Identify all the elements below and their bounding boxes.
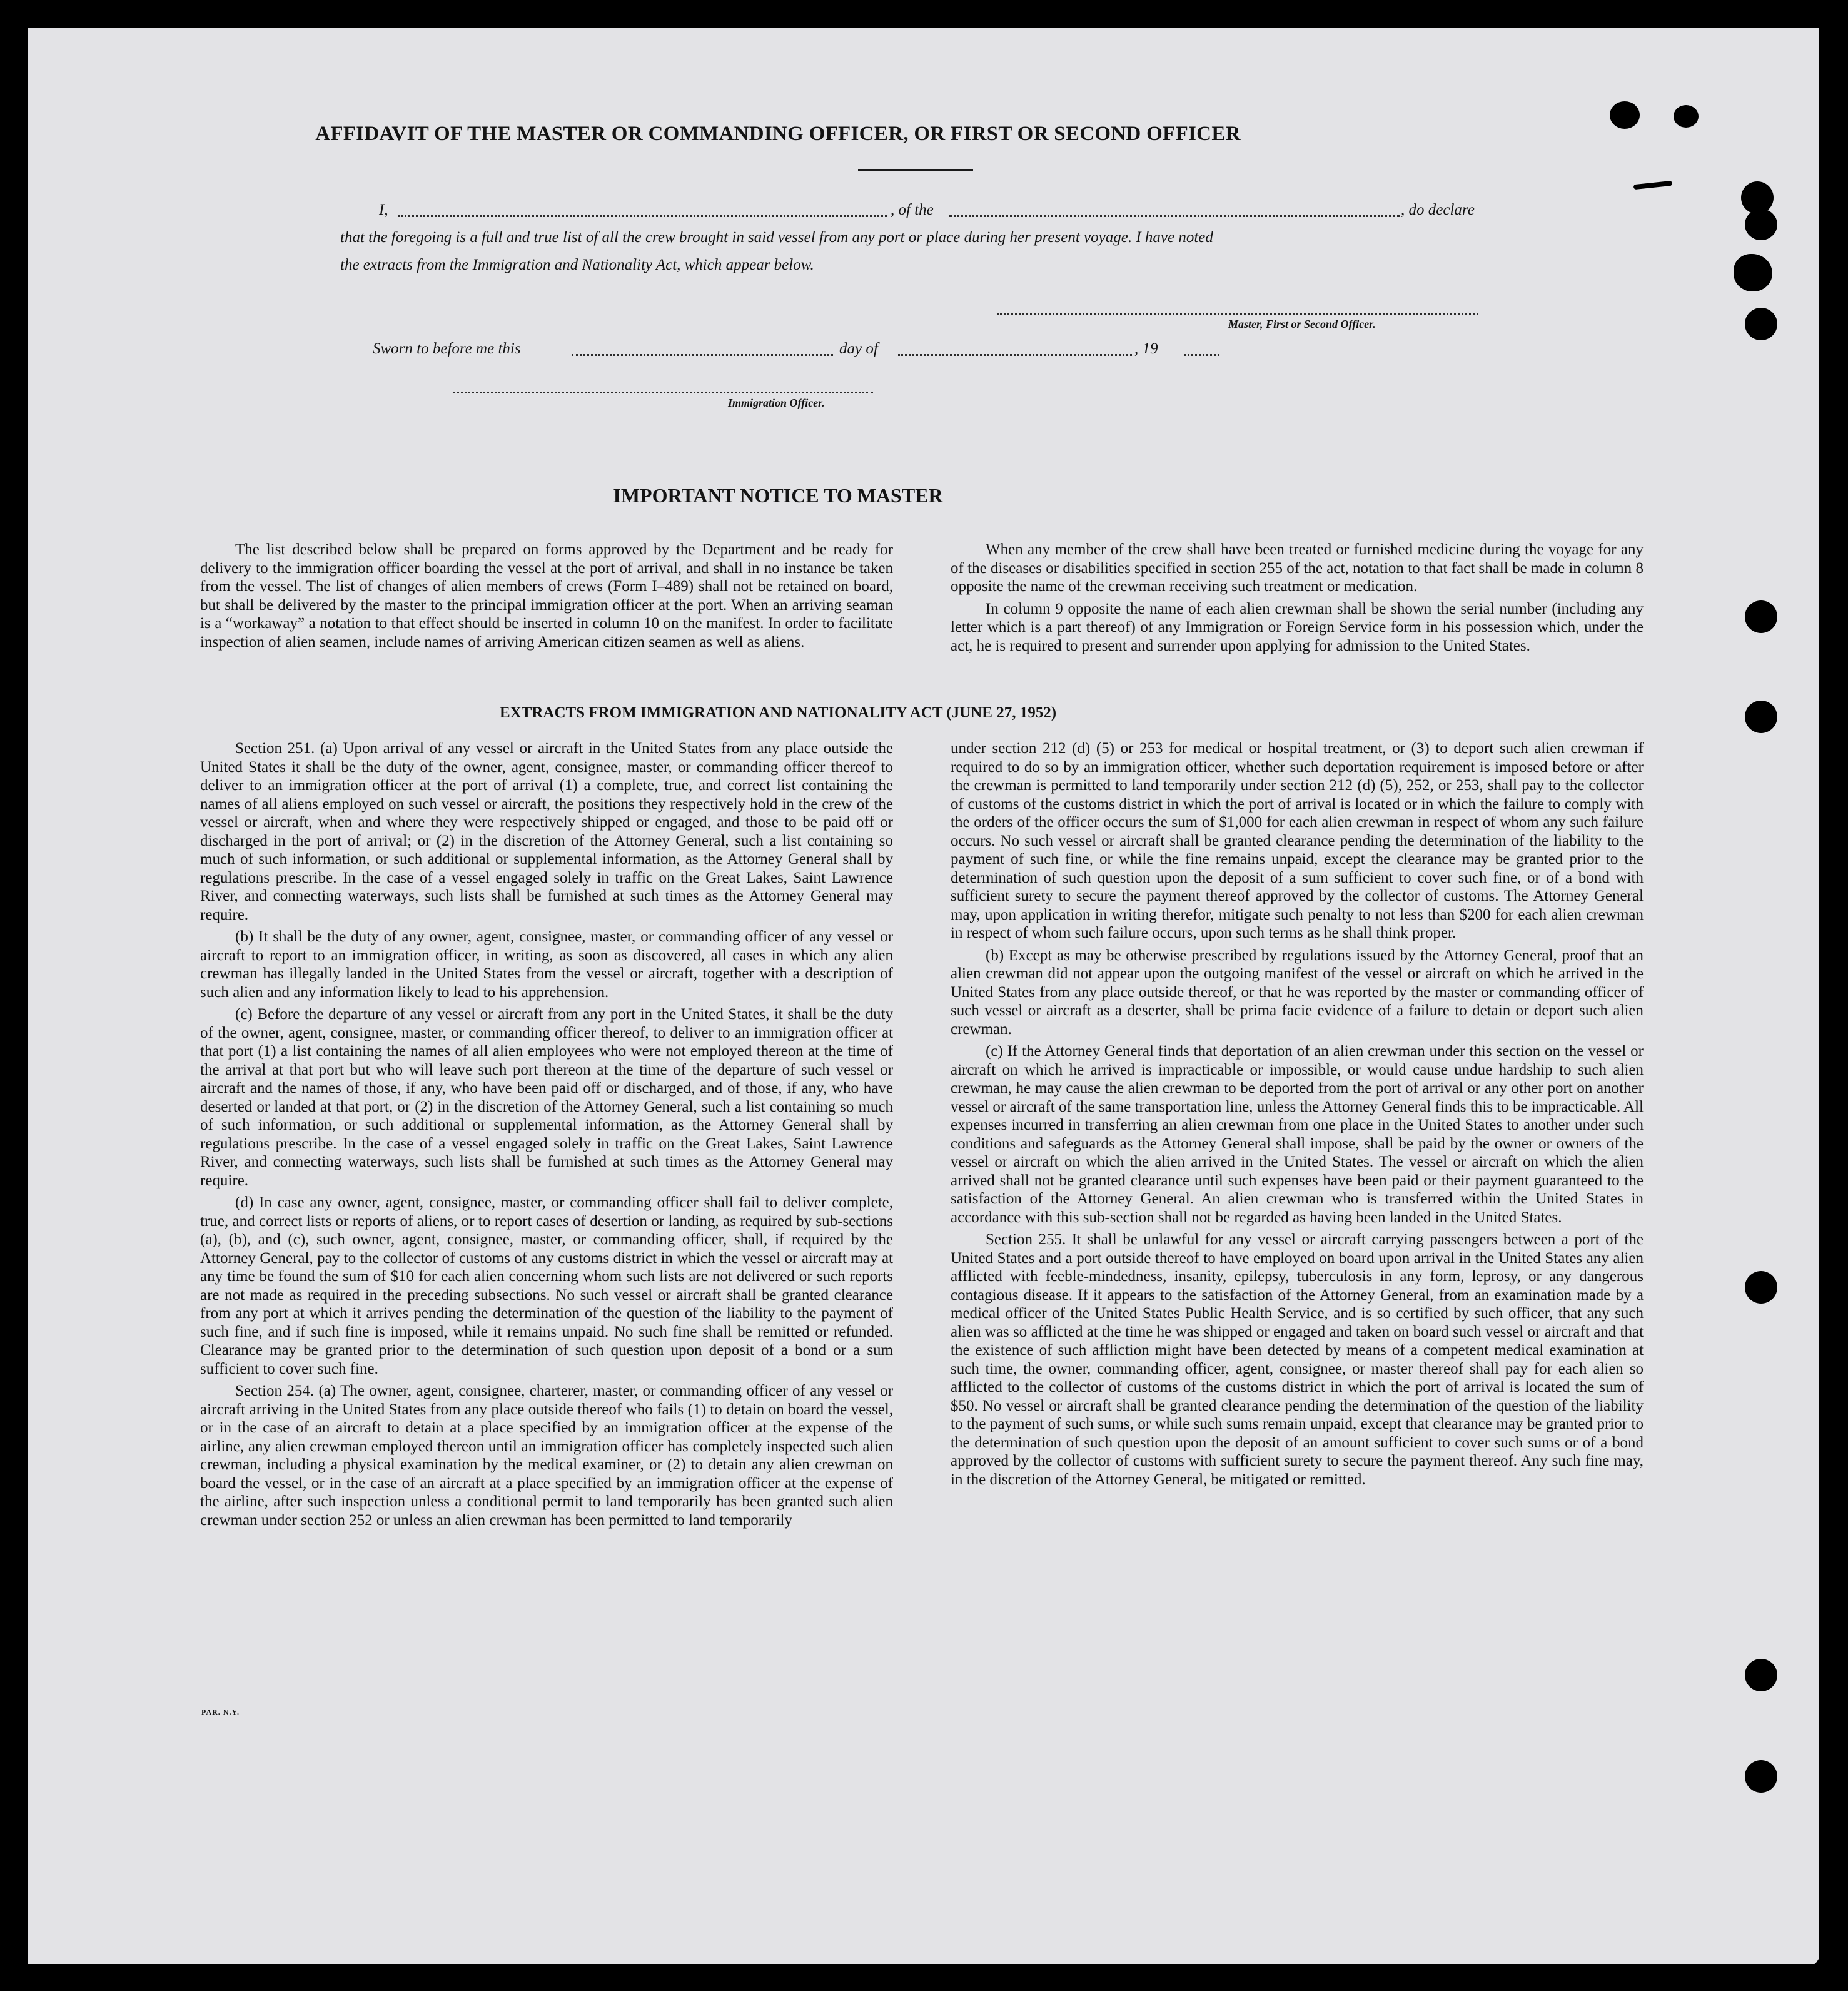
section-254-a-continued: under section 212 (d) (5) or 253 for medical or hospital treatment, or (3) to deport such alien crewman if required to do so by an immigration officer, whether such deportation requirement is imposed before or after the crewman is permitted to land temporarily under section 212 (d) (5), 252, or 253, shall pay to the collector of customs of the customs district in which the port of arrival is located or in which the failure to comply with the orders of the officer occurs the sum of $1,000 for each alien crewman in respect of whom any such failure occurs. No such vessel or aircraft shall be granted clearance pending the determination of the liability to the payment of such fine, or while the fine remains unpaid, except the clearance may be granted prior to the determination of such question upon the deposit of a sum sufficient to cover such fine, or of a bond with sufficient surety to secure the payment thereof approved by the collector of customs. The Attorney General may, upon application in writing therefor, mitigate such penalty to not less than $200 for each alien crewman in respect of whom such failure occurs, upon such terms as he shall think proper. bbox=[951, 740, 1644, 941]
year-label: , 19 bbox=[1134, 340, 1158, 357]
binding-mark bbox=[1633, 181, 1672, 190]
punch-hole bbox=[1745, 600, 1777, 633]
extracts-title: EXTRACTS FROM IMMIGRATION AND NATIONALITY ACT (JUNE 27, 1952) bbox=[499, 704, 1057, 721]
officer-signature-field[interactable] bbox=[453, 392, 873, 393]
notice-paragraph-left: The list described below shall be prepared on forms approved by the Department and be ready for delivery to the immigration officer boarding the vessel at the port of arrival, and shall in no instance be taken from the vessel. The list of changes of alien members of crews (Form I–489) shall not be retained on board, but shall be delivered by the master to the principal immigration officer at the port. When an arriving seaman is a “workaway” a notation to that effect should be inserted in column 10 on the manifest. In order to facilitate inspection of alien seamen, include names of arriving American citizen seamen as well as aliens. bbox=[200, 541, 893, 651]
punch-hole bbox=[1734, 254, 1772, 291]
i-label: I, bbox=[379, 201, 388, 218]
notice-left-column bbox=[200, 540, 893, 655]
punch-hole bbox=[1745, 1659, 1777, 1691]
sworn-day-field[interactable] bbox=[572, 354, 833, 356]
title-underline bbox=[858, 169, 973, 171]
punch-hole bbox=[1745, 1760, 1777, 1793]
master-signature-field[interactable] bbox=[997, 313, 1478, 315]
master-signature-caption: Master, First or Second Officer. bbox=[1228, 318, 1376, 330]
sworn-month-field[interactable] bbox=[898, 354, 1132, 356]
section-254-a: Section 254. (a) The owner, agent, consignee, charterer, master, or commanding officer of any vessel or aircraft arriving in the United States from any place outside thereof who fails (1) to detain on board the vessel, or in the case of an aircraft to detain at a place specified by an immigration officer at the expense of the airline, any alien crewman employed thereon until an immigration officer has completely inspected such alien crewman, including a physical examination by the medical examiner, or (2) to detain any alien crewman on board the vessel, or in the case of an aircraft at a place specified by an immigration officer at the expense of the airline, after such inspection unless a conditional permit to land temporarily has been granted such alien crewman under section 252 or unless an alien crewman has been permitted to land temporarily bbox=[200, 1382, 893, 1529]
name-field[interactable] bbox=[398, 215, 887, 217]
vessel-field[interactable] bbox=[949, 215, 1400, 217]
extracts-right-column bbox=[951, 739, 1644, 1492]
section-255: Section 255. It shall be unlawful for any vessel or aircraft carrying passengers between a port of the United States and a port outside thereof to have employed on board upon arrival in the United States any alien afflicted with feeble-mindedness, insanity, epilepsy, tuberculosis in any form, leprosy, or any dangerous contagious disease. If it appears to the satisfaction of the Attorney General, from an examination made by a medical officer of the United States Public Health Service, and is so certified by such officer, that any such alien was so afflicted at the time he was shipped or engaged and taken on board such vessel or aircraft and that the existence of such affliction might have been detected by means of a competent medical examination at such time, the owner, commanding officer, agent, consignee, or master thereof shall pay for each alien so afflicted to the collector of customs of the customs district in which the port of arrival is located the sum of $50. No vessel or aircraft shall be granted clearance pending the determination of the question of the liability to the payment of such sums, or while such sums remain unpaid, except that clearance may be granted prior to the determination of such question upon the deposit of an amount sufficient to cover such sums or of a bond approved by the collector of customs with sufficient surety to secure the payment thereof. Any such fine may, in the discretion of the Attorney General, be mitigated or remitted. bbox=[951, 1231, 1644, 1488]
section-251-b: (b) It shall be the duty of any owner, agent, consignee, master, or commanding officer of any vessel or aircraft to report to an immigration officer, in writing, as soon as discovered, all cases in which any alien crewman has illegally landed in the United States from the vessel or aircraft, together with a description of such alien and any information likely to lead to his apprehension. bbox=[200, 928, 893, 1001]
torn-corner bbox=[1729, 1898, 1819, 1964]
of-the-label: , of the bbox=[891, 201, 934, 218]
do-declare-label: , do declare bbox=[1401, 201, 1475, 218]
section-254-b: (b) Except as may be otherwise prescribed by regulations issued by the Attorney General, proof that an alien crewman did not appear upon the outgoing manifest of the vessel or aircraft on which he arrived in the United States from any place outside thereof, or that he was reported by the master or commanding officer of such vessel or aircraft as a deserter, shall be prima facie evidence of a failure to detain or deport such alien crewman. bbox=[951, 946, 1644, 1038]
punch-hole bbox=[1610, 101, 1640, 129]
punch-hole bbox=[1674, 105, 1699, 128]
notice-title: IMPORTANT NOTICE TO MASTER bbox=[613, 484, 943, 507]
punch-hole bbox=[1745, 1271, 1777, 1304]
section-251-c: (c) Before the departure of any vessel or aircraft from any port in the United States, it shall be the duty of the owner, agent, consignee, master, or commanding officer thereof, to deliver to an immigration officer at that port (1) a list containing the names of all alien employees who were not employed thereon at the time of the arrival at that port but who will leave such port thereon at the time of the departure of such vessel or aircraft and the names of those, if any, who have been paid off or discharged, and of those, if any, who have deserted or landed at that port, or (2) in the discretion of the Attorney General, such a list containing so much of such information, or such additional or supplemental information, as the Attorney General shall by regulations prescribe. In the case of a vessel engaged solely in traffic on the Great Lakes, Saint Lawrence River, and connecting waterways, such lists shall be furnished at such times as the Attorney General may require. bbox=[200, 1006, 893, 1189]
notice-paragraph-right-1: When any member of the crew shall have been treated or furnished medicine during the voyage for any of the diseases or disabilities specified in section 255 of the act, notation to that fact shall be made in column 8 opposite the name of the crewman receiving such treatment or medication. bbox=[951, 541, 1644, 595]
punch-hole bbox=[1745, 701, 1777, 733]
notice-right-column bbox=[951, 540, 1644, 659]
officer-signature-caption: Immigration Officer. bbox=[728, 397, 825, 409]
day-of-label: day of bbox=[839, 340, 878, 357]
extracts-left-column bbox=[200, 739, 893, 1533]
printer-mark: PAR. N.Y. bbox=[201, 1708, 240, 1716]
declaration-line-1: that the foregoing is a full and true list of all the crew brought in said vessel from any port or place during her present voyage. I have noted bbox=[340, 229, 1213, 246]
notice-paragraph-right-2: In column 9 opposite the name of each alien crewman shall be shown the serial number (including any letter which is a part thereof) of any Immigration or Foreign Service form in his possession which, under the act, he is required to present and surrender upon applying for admission to the United States. bbox=[951, 600, 1644, 654]
affidavit-title: AFFIDAVIT OF THE MASTER OR COMMANDING OFFICER, OR FIRST OR SECOND OFFICER bbox=[315, 123, 1241, 145]
punch-hole bbox=[1745, 308, 1777, 340]
punch-hole bbox=[1745, 209, 1777, 240]
sworn-year-field[interactable] bbox=[1184, 354, 1219, 356]
sworn-label: Sworn to before me this bbox=[373, 340, 521, 357]
form-page bbox=[28, 28, 1819, 1964]
declaration-line-2: the extracts from the Immigration and Nationality Act, which appear below. bbox=[340, 256, 814, 273]
section-251-d: (d) In case any owner, agent, consignee, master, or commanding officer shall fail to deliver complete, true, and correct lists or reports of aliens, or to report cases of desertion or landing, as required by sub-sections (a), (b), and (c), such owner, agent, consignee, master, or commanding officer, shall, if required by the Attorney General, pay to the collector of customs of any customs district in which the vessel or aircraft may at any time be found the sum of $10 for each alien concerning whom such lists are not delivered or such reports are not made as required in the preceding subsections. No such vessel or aircraft shall be granted clearance from any port at which it arrives pending the determination of the question of the liability to the payment of such fine, and if such fine is imposed, while it remains unpaid. No such fine shall be remitted or refunded. Clearance may be granted prior to the determination of such question upon deposit of a bond or a sum sufficient to cover such fine. bbox=[200, 1194, 893, 1377]
section-251-a: Section 251. (a) Upon arrival of any vessel or aircraft in the United States from any place outside the United States it shall be the duty of the owner, agent, consignee, master, or commanding officer thereof to deliver to an immigration officer at the port of arrival (1) a complete, true, and correct list containing the names of all aliens employed on such vessel or aircraft, the positions they respectively hold in the crew of the vessel or aircraft, when and where they were respectively shipped or engaged, and those to be paid off or discharged in the port of arrival; or (2) in the discretion of the Attorney General, such a list containing so much of such information, or such additional or supplemental information, as the Attorney General shall by regulations prescribe. In the case of a vessel engaged solely in traffic on the Great Lakes, Saint Lawrence River, and connecting waterways, such lists shall be furnished at such times as the Attorney General may require. bbox=[200, 740, 893, 923]
section-254-c: (c) If the Attorney General finds that deportation of an alien crewman under this section on the vessel or aircraft on which he arrived is impracticable or impossible, or would cause undue hardship to such alien crewman, he may cause the alien crewman to be deported from the port of arrival or any other port on another vessel or aircraft of the same transportation line, unless the Attorney General finds this to be impracticable. All expenses incurred in transferring an alien crewman from one place in the United States to another under such conditions and safeguards as the Attorney General shall impose, shall be paid by the owner or owners of the vessel or aircraft on which the alien arrived in the United States. The vessel or aircraft on which the alien arrived shall not be granted clearance until such expenses have been paid or their payment guaranteed to the satisfaction of the Attorney General. An alien crewman who is transferred within the United States in accordance with this sub-section shall not be regarded as having been landed in the United States. bbox=[951, 1043, 1644, 1226]
